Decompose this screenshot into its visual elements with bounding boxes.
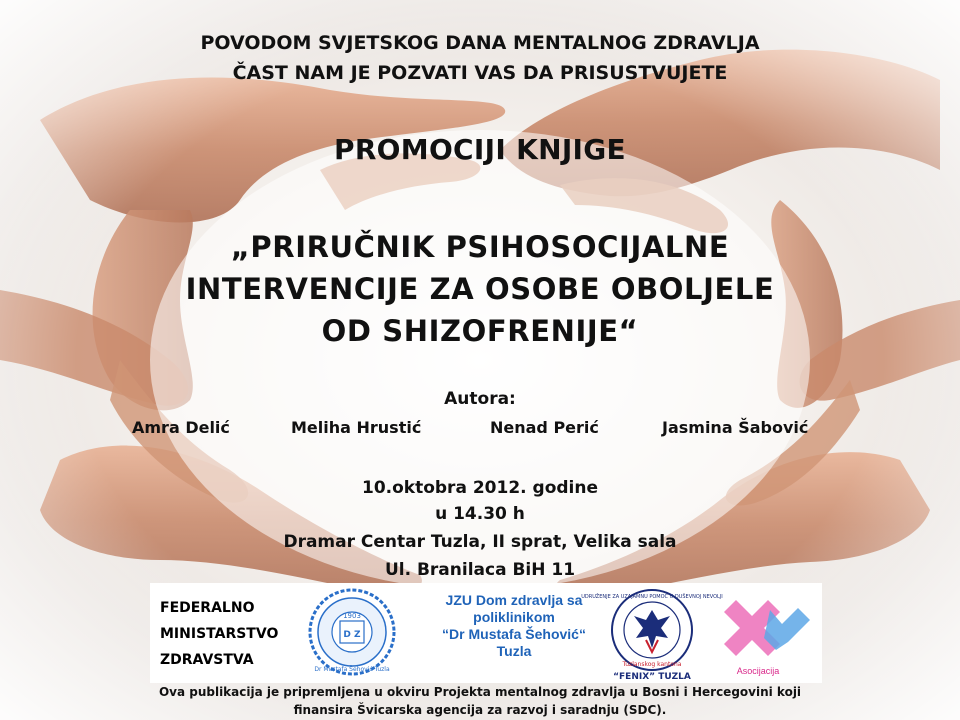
svg-text:D Z: D Z <box>343 630 361 640</box>
svg-text:Tuzlanskog kantona: Tuzlanskog kantona <box>622 661 682 668</box>
funding-note <box>0 683 960 719</box>
author-name: Meliha Hrustić <box>291 418 422 437</box>
authors-label: Autora: <box>444 389 516 409</box>
promotion-heading: PROMOCIJI KNJIGE <box>334 133 626 166</box>
ministry-line-2: MINISTARSTVO <box>160 626 279 642</box>
author-name: Nenad Perić <box>490 418 599 437</box>
health-center-seal-logo <box>300 587 404 677</box>
authors-list <box>0 418 960 442</box>
jzu-line-2: poliklinikom <box>473 609 555 625</box>
author-name: Amra Delić <box>132 418 230 437</box>
svg-text:Asocijacija: Asocijacija <box>736 666 780 676</box>
book-title-line-3: OD SHIZOFRENIJE“ <box>321 314 639 348</box>
jzu-line-3: “Dr Mustafa Šehović“ <box>442 626 586 642</box>
header-line-1: POVODOM SVJETSKOG DANA MENTALNOG ZDRAVLJA <box>200 32 760 54</box>
health-center-name <box>414 592 614 660</box>
funding-note-line-1: Ova publikacija je pripremljena u okviru Projekta mentalnog zdravlja u Bosni i Hercegovini koji <box>158 685 802 699</box>
svg-text:Dr Mustafa Šehović Tuzla: Dr Mustafa Šehović Tuzla <box>314 666 390 673</box>
book-title <box>0 226 960 352</box>
svg-text:“FENIX” TUZLA: “FENIX” TUZLA <box>613 672 691 682</box>
ministry-line-1: FEDERALNO <box>160 600 255 616</box>
event-street: Ul. Branilaca BiH 11 <box>384 560 576 580</box>
author-name: Jasmina Šabović <box>662 418 809 437</box>
svg-text:UDRUŽENJE ZA UZAJAMNU POMOĆ U: UDRUŽENJE ZA UZAJAMNU POMOĆ U DUŠEVNOJ NEVOLJI <box>581 594 723 600</box>
fenix-association-logo <box>581 586 723 682</box>
jzu-line-1: JZU Dom zdravlja sa <box>445 592 583 608</box>
header-line-2: ČAST NAM JE POZVATI VAS DA PRISUSTVUJETE <box>232 62 728 84</box>
ministry-name <box>160 595 310 673</box>
event-place: Dramar Centar Tuzla, II sprat, Velika sala <box>283 532 677 552</box>
asocijacija-logo <box>718 590 814 680</box>
ministry-line-3: ZDRAVSTVA <box>160 652 254 668</box>
event-time: u 14.30 h <box>435 504 525 524</box>
book-title-line-2: INTERVENCIJE ZA OSOBE OBOLJELE <box>185 272 775 306</box>
jzu-line-4: Tuzla <box>496 643 532 659</box>
funding-note-line-2: finansira Švicarska agencija za razvoj i saradnju (SDC). <box>293 703 667 717</box>
book-title-line-1: „PRIRUČNIK PSIHOSOCIJALNE <box>230 230 730 264</box>
event-date: 10.oktobra 2012. godine <box>361 478 599 498</box>
svg-text:1903: 1903 <box>343 612 361 620</box>
